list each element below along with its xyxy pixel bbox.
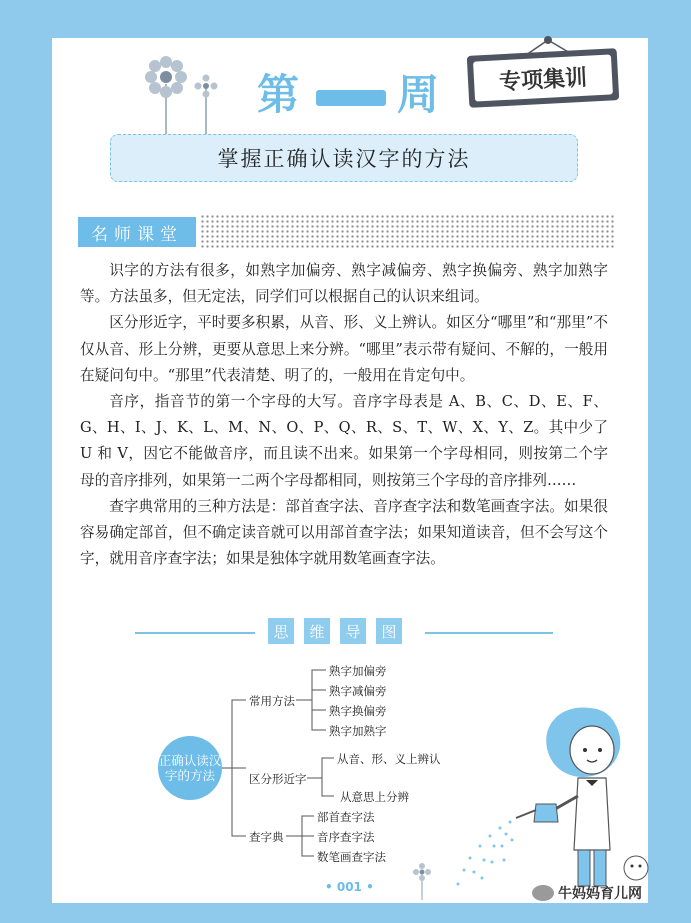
mindmap-leaf: 数笔画查字法	[317, 850, 386, 864]
mindmap-leaf: 熟字加偏旁	[329, 664, 387, 678]
lesson-subtitle: 掌握正确认读汉字的方法	[110, 134, 578, 182]
paragraph: 区分形近字，平时要多积累，从音、形、义上辨认。如区分“哪里”和“那里”不仅从音、形上分辨，更要从意思上来分辨。“哪里”表示带有疑问、不解的，一般用在疑问句中。“那里”代表清楚、明了的，一般用在肯定句中。	[80, 314, 608, 384]
mindmap-leaf: 音序查字法	[317, 830, 375, 844]
paragraph: 查字典常用的三种方法是：部首查字法、音序查字法和数笔画查字法。如果很容易确定部首，但不确定读音就可以用部首查字法；如果知道读音，但不会写这个字，就用音序查字法；如果是独体字就用数笔画查字法。	[80, 497, 608, 568]
page-number: • 001 •	[325, 880, 374, 894]
mindmap-branch: 区分形近字	[249, 772, 307, 786]
mindmap-title-char: 图	[376, 618, 402, 644]
watermark	[532, 883, 642, 903]
wechat-icon	[532, 885, 554, 901]
mindmap-leaf: 从意思上分辨	[340, 790, 409, 804]
mindmap-root: 正确认读汉字的方法	[158, 736, 222, 800]
mindmap-title-char: 思	[268, 618, 294, 644]
mindmap-leaf: 熟字换偏旁	[329, 704, 387, 718]
watermark-text: 牛妈妈育儿网	[558, 886, 642, 902]
paragraph: 识字的方法有很多，如熟字加偏旁、熟字减偏旁、熟字换偏旁、熟字加熟字等。方法虽多，但无定法，同学们可以根据自己的认识来组词。	[80, 262, 608, 306]
week-title-char: 周	[396, 70, 445, 119]
mindmap-leaf: 熟字减偏旁	[329, 684, 387, 698]
badge-label: 专项集训	[473, 54, 613, 101]
mindmap-leaf: 部首查字法	[317, 810, 375, 824]
mindmap-leaf: 从音、形、义上辨认	[337, 752, 441, 766]
week-title-char: 第	[256, 70, 305, 119]
paragraph: 音序，指音节的第一个字母的大写。音序字母表是 A、B、C、D、E、F、G、H、I、J、K、L、M、N、O、P、Q、R、S、T、W、X、Y、Z。其中少了 U 和 V，因它不能做音序，而且读不出来。如果第一个字母相同，则按第二个字母的音序排列，如果第一二两个字母都相同，则按第三个字母的音序排列……	[80, 393, 608, 489]
mindmap-branch: 查字典	[249, 830, 284, 844]
girl-watering-illustration-icon	[440, 700, 650, 900]
section-label: 名师课堂	[78, 217, 196, 247]
mindmap-leaf: 熟字加熟字	[329, 724, 387, 738]
mindmap-title-char: 导	[340, 618, 366, 644]
mindmap-title-char: 维	[304, 618, 330, 644]
small-flower-icon	[410, 860, 434, 900]
mindmap-branch: 常用方法	[249, 694, 295, 708]
